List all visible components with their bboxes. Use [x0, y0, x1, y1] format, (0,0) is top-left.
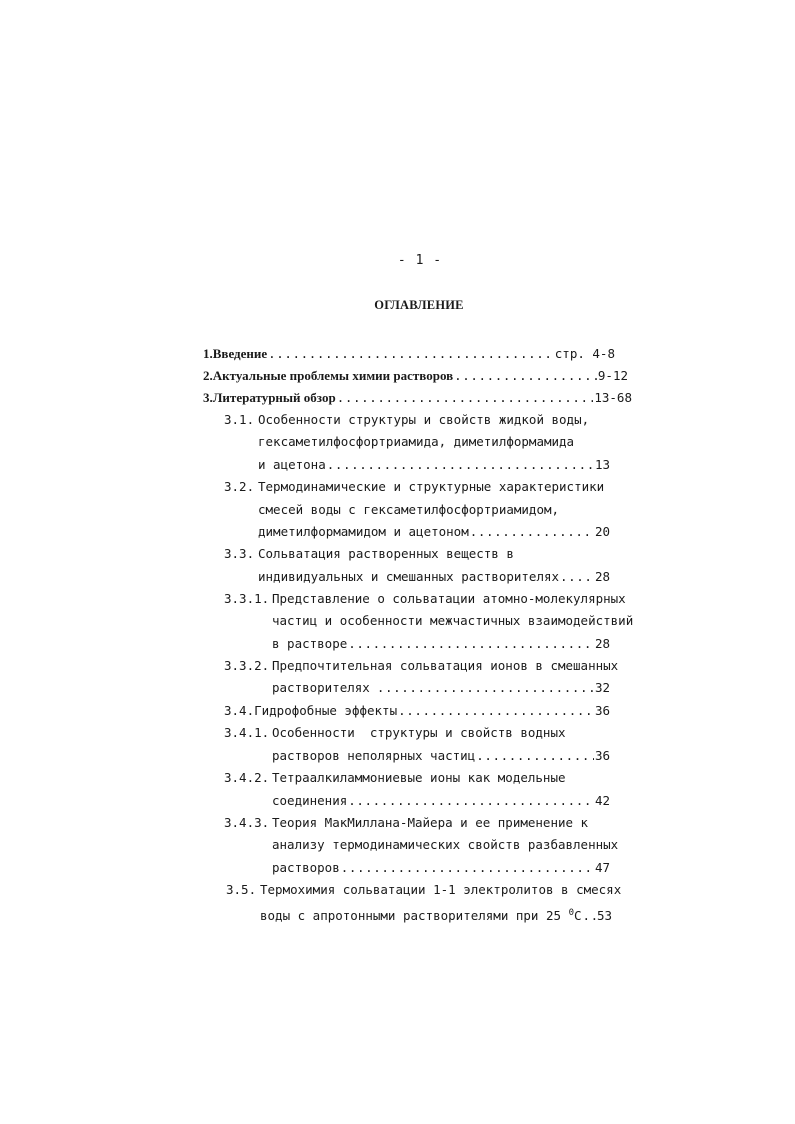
- entry-number: 3.2.: [224, 479, 255, 494]
- entry-title-line: Сольватация растворенных веществ в: [258, 546, 514, 561]
- entry-number: 3.4.2.: [224, 770, 270, 785]
- toc-entry-3-5: [226, 879, 621, 901]
- entry-title: Введение: [212, 346, 268, 361]
- entry-continuation: [272, 633, 610, 655]
- toc-entry-3-4-1: [224, 722, 566, 744]
- entry-page: 53: [596, 908, 612, 924]
- entry-title-line: частиц и особенности межчастичных взаимодействий: [272, 613, 634, 628]
- entry-page: стр. 4-8: [554, 346, 615, 361]
- entry-continuation: [272, 677, 610, 699]
- entry-continuation: [260, 902, 612, 927]
- entry-continuation: [258, 499, 559, 521]
- entry-number: 3.1.: [224, 412, 255, 427]
- leader-dots: [583, 905, 596, 927]
- toc-entry-3-4-3: [224, 812, 588, 834]
- entry-title-line: и ацетона: [258, 457, 326, 472]
- leader-dots: [377, 677, 594, 699]
- entry-title: Актуальные проблемы химии растворов: [212, 368, 454, 383]
- entry-page: 36: [594, 703, 610, 718]
- entry-title-line: соединения: [272, 793, 348, 808]
- entry-continuation: [258, 521, 610, 543]
- leader-dots: [327, 454, 594, 476]
- entry-title: Литературный обзор: [212, 390, 336, 405]
- toc-entry-3-4: [224, 700, 610, 722]
- leader-dots: [560, 566, 594, 588]
- entry-page: 28: [594, 569, 610, 584]
- title-text: С: [573, 908, 582, 924]
- entry-continuation: [258, 431, 574, 453]
- toc-entry-3-3-2: [224, 655, 618, 677]
- entry-continuation: [258, 566, 610, 588]
- entry-page: 13-68: [594, 390, 632, 405]
- entry-number: 2.: [203, 368, 213, 383]
- entry-number: 3.3.2.: [224, 658, 270, 673]
- leader-dots: [348, 633, 594, 655]
- entry-page: 36: [594, 748, 610, 763]
- entry-continuation: [258, 454, 610, 476]
- toc-entry-3-4-2: [224, 767, 566, 789]
- leader-dots: [398, 700, 594, 722]
- entry-title-line: гексаметилфосфортриамида, диметилформамида: [258, 434, 575, 449]
- entry-title-line: Предпочтительная сольватация ионов в смешанных: [272, 658, 619, 673]
- leader-dots: [348, 790, 594, 812]
- entry-title-line: диметилформамидом и ацетоном: [258, 524, 469, 539]
- entry-number: 3.4.: [224, 703, 255, 718]
- toc-entry-1: [203, 343, 615, 365]
- entry-title-line: [260, 902, 582, 927]
- entry-number: 1.: [203, 346, 213, 361]
- entry-continuation: [272, 610, 633, 632]
- entry-page: 28: [594, 636, 610, 651]
- page-title: ОГЛАВЛЕНИЕ: [374, 298, 464, 312]
- entry-number: 3.3.1.: [224, 591, 270, 606]
- entry-title-line: Особенности структуры и свойств водных: [272, 725, 566, 740]
- page-number: - 1 -: [397, 253, 443, 268]
- entry-continuation: [272, 790, 610, 812]
- entry-title-line: растворов неполярных частиц: [272, 748, 476, 763]
- entry-page: 20: [594, 524, 610, 539]
- entry-title-line: Термохимия сольватации 1-1 электролитов в смесях: [260, 882, 622, 897]
- toc-entry-3-1: [224, 409, 589, 431]
- entry-number: 3.: [203, 390, 213, 405]
- entry-title-line: Представление о сольватации атомно-молекулярных: [272, 591, 626, 606]
- entry-title-line: растворов: [272, 860, 340, 875]
- toc-entry-3-3: [224, 543, 514, 565]
- entry-page: 9-12: [597, 368, 628, 383]
- leader-dots: [341, 857, 594, 879]
- entry-continuation: [272, 857, 610, 879]
- leader-dots: [470, 521, 594, 543]
- toc-entry-2: [203, 365, 628, 387]
- entry-title-line: смесей воды с гексаметилфосфортриамидом,: [258, 502, 560, 517]
- entry-number: 3.5.: [226, 882, 257, 897]
- entry-number: 3.4.3.: [224, 815, 270, 830]
- entry-title-line: индивидуальных и смешанных растворителях: [258, 569, 560, 584]
- toc-entry-3-2: [224, 476, 604, 498]
- entry-title-line: Теория МакМиллана-Майера и ее применение к: [272, 815, 589, 830]
- entry-title-line: растворителях: [272, 680, 370, 695]
- entry-title-line: анализу термодинамических свойств разбавленных: [272, 837, 619, 852]
- entry-continuation: [272, 834, 618, 856]
- entry-title-line: в растворе: [272, 636, 348, 651]
- entry-title-line: Гидрофобные эффекты: [254, 703, 398, 718]
- entry-page: 42: [594, 793, 610, 808]
- toc-entry-3-3-1: [224, 588, 626, 610]
- entry-title-line: Тетраалкиламмониевые ионы как модельные: [272, 770, 566, 785]
- leader-dots: [337, 387, 594, 409]
- entry-page: 47: [594, 860, 610, 875]
- toc-entry-3: [203, 387, 632, 409]
- entry-page: 13: [594, 457, 610, 472]
- entry-title-line: Термодинамические и структурные характеристики: [258, 479, 605, 494]
- entry-page: 32: [594, 680, 610, 695]
- entry-title-line: Особенности структуры и свойств жидкой воды,: [258, 412, 590, 427]
- leader-dots: [454, 365, 597, 387]
- leader-dots: [476, 745, 594, 767]
- entry-number: 3.3.: [224, 546, 255, 561]
- superscript-degree: 0: [568, 908, 574, 918]
- entry-continuation: [272, 745, 610, 767]
- title-text: воды с апротонными растворителями при 25: [260, 908, 569, 924]
- entry-number: 3.4.1.: [224, 725, 270, 740]
- leader-dots: [268, 343, 554, 365]
